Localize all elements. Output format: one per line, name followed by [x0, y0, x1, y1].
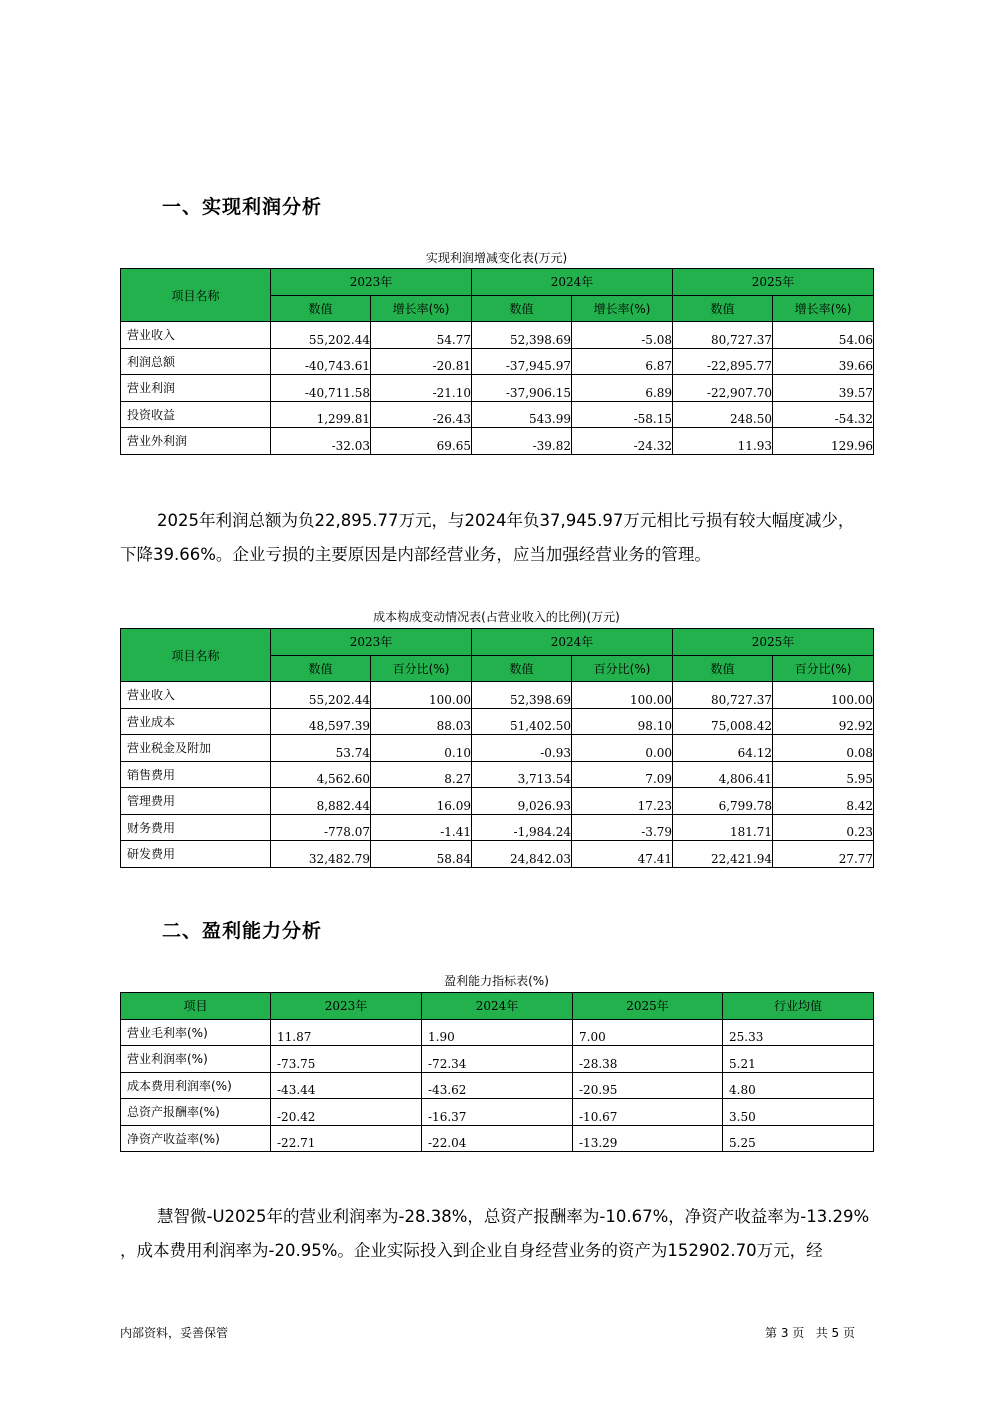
row-label: 研发费用 [121, 841, 271, 868]
table-cell: 92.92 [773, 708, 874, 735]
row-label: 财务费用 [121, 814, 271, 841]
table-cell: 39.66 [773, 348, 874, 375]
table-cell: 80,727.37 [673, 322, 773, 349]
profitability-analysis-paragraph [120, 1200, 880, 1268]
header-industry-average: 行业均值 [723, 993, 874, 1020]
header-value: 数值 [271, 295, 371, 322]
table-row [121, 1072, 874, 1099]
table-cell: 543.99 [472, 401, 572, 428]
cost-structure-table [120, 628, 874, 868]
table-cell: 52,398.69 [472, 682, 572, 709]
table-cell: 11.87 [271, 1019, 422, 1046]
table-cell: -43.44 [271, 1072, 422, 1099]
table-row [121, 322, 874, 349]
table-cell: -20.95 [573, 1072, 723, 1099]
table-cell: 25.33 [723, 1019, 874, 1046]
header-value: 数值 [472, 295, 572, 322]
table-cell: -40,743.61 [271, 348, 371, 375]
table-cell: 48,597.39 [271, 708, 371, 735]
row-label: 营业毛利率(%) [121, 1019, 271, 1046]
table-cell: -21.10 [371, 375, 472, 402]
table-cell: -37,906.15 [472, 375, 572, 402]
table-row [121, 841, 874, 868]
table-cell: 129.96 [773, 428, 874, 455]
table-cell: -73.75 [271, 1046, 422, 1073]
table-cell: 6,799.78 [673, 788, 773, 815]
paragraph-line: 2025年利润总额为负22,895.77万元，与2024年负37,945.97万元相比亏损有较大幅度减少， [157, 511, 855, 530]
table-cell: 248.50 [673, 401, 773, 428]
table-cell: 6.89 [572, 375, 673, 402]
table-cell: 5.21 [723, 1046, 874, 1073]
table-cell: -3.79 [572, 814, 673, 841]
header-growth-rate: 增长率(%) [371, 295, 472, 322]
table-cell: -20.81 [371, 348, 472, 375]
table-cell: -1,984.24 [472, 814, 572, 841]
table-cell: 9,026.93 [472, 788, 572, 815]
table-cell: -40,711.58 [271, 375, 371, 402]
table-cell: -22.71 [271, 1125, 422, 1152]
table-cell: 1,299.81 [271, 401, 371, 428]
table-cell: 32,482.79 [271, 841, 371, 868]
table-cell: -5.08 [572, 322, 673, 349]
row-label: 营业收入 [121, 322, 271, 349]
row-label: 成本费用利润率(%) [121, 1072, 271, 1099]
table-cell: 7.09 [572, 761, 673, 788]
table-cell: 3.50 [723, 1099, 874, 1126]
table-cell: -37,945.97 [472, 348, 572, 375]
header-value: 数值 [673, 655, 773, 682]
table-row [121, 788, 874, 815]
paragraph-line: ，成本费用利润率为-20.95%。企业实际投入到企业自身经营业务的资产为152902.70万元，经 [120, 1241, 823, 1260]
profit-analysis-paragraph [120, 504, 880, 572]
table-cell: 75,008.42 [673, 708, 773, 735]
table-cell: 4.80 [723, 1072, 874, 1099]
table-cell: -778.07 [271, 814, 371, 841]
row-label: 总资产报酬率(%) [121, 1099, 271, 1126]
table-cell: 17.23 [572, 788, 673, 815]
table-cell: 100.00 [371, 682, 472, 709]
table-cell: 54.77 [371, 322, 472, 349]
table-row [121, 428, 874, 455]
table-cell: 0.08 [773, 735, 874, 762]
table-caption-cost: 成本构成变动情况表(占营业收入的比例)(万元) [373, 610, 620, 624]
table-cell: -20.42 [271, 1099, 422, 1126]
header-year: 2023年 [271, 269, 472, 296]
row-label: 营业收入 [121, 682, 271, 709]
table-cell: 8.27 [371, 761, 472, 788]
paragraph-line: 下降39.66%。企业亏损的主要原因是内部经营业务，应当加强经营业务的管理。 [120, 545, 711, 564]
header-year: 2024年 [472, 269, 673, 296]
header-year: 2023年 [271, 629, 472, 656]
table-row [121, 1125, 874, 1152]
table-cell: 24,842.03 [472, 841, 572, 868]
section-title-profitability: 二、盈利能力分析 [162, 920, 323, 942]
table-row [121, 682, 874, 709]
table-cell: 98.10 [572, 708, 673, 735]
profit-change-table [120, 268, 874, 455]
table-row [121, 375, 874, 402]
table-row [121, 1046, 874, 1073]
table-row [121, 401, 874, 428]
header-percentage: 百分比(%) [572, 655, 673, 682]
table-cell: -22,907.70 [673, 375, 773, 402]
table-caption-profitability: 盈利能力指标表(%) [444, 974, 549, 988]
table-cell: 55,202.44 [271, 682, 371, 709]
header-growth-rate: 增长率(%) [773, 295, 874, 322]
table-caption-profit: 实现利润增减变化表(万元) [425, 251, 568, 265]
header-item-name: 项目名称 [121, 269, 271, 322]
table-cell: 53.74 [271, 735, 371, 762]
table-cell: 39.57 [773, 375, 874, 402]
table-cell: -1.41 [371, 814, 472, 841]
table-cell: -28.38 [573, 1046, 723, 1073]
table-cell: 100.00 [773, 682, 874, 709]
row-label: 销售费用 [121, 761, 271, 788]
table-cell: 3,713.54 [472, 761, 572, 788]
section-title-profit: 一、实现利润分析 [162, 196, 323, 218]
row-label: 营业成本 [121, 708, 271, 735]
table-cell: -32.03 [271, 428, 371, 455]
table-cell: 1.90 [422, 1019, 573, 1046]
table-cell: 88.03 [371, 708, 472, 735]
header-year: 2025年 [673, 269, 874, 296]
row-label: 营业税金及附加 [121, 735, 271, 762]
table-cell: 0.00 [572, 735, 673, 762]
profitability-indicators-table [120, 992, 874, 1152]
header-value: 数值 [673, 295, 773, 322]
header-year: 2025年 [573, 993, 723, 1020]
row-label: 利润总额 [121, 348, 271, 375]
table-row [121, 814, 874, 841]
table-cell: -24.32 [572, 428, 673, 455]
table-cell: 5.95 [773, 761, 874, 788]
table-cell: 64.12 [673, 735, 773, 762]
table-cell: -39.82 [472, 428, 572, 455]
table-cell: 8.42 [773, 788, 874, 815]
row-label: 营业利润 [121, 375, 271, 402]
row-label: 营业利润率(%) [121, 1046, 271, 1073]
header-year: 2024年 [422, 993, 573, 1020]
table-cell: -22,895.77 [673, 348, 773, 375]
row-label: 管理费用 [121, 788, 271, 815]
table-cell: 0.10 [371, 735, 472, 762]
table-cell: -22.04 [422, 1125, 573, 1152]
header-growth-rate: 增长率(%) [572, 295, 673, 322]
header-percentage: 百分比(%) [371, 655, 472, 682]
table-cell: -72.34 [422, 1046, 573, 1073]
table-cell: -10.67 [573, 1099, 723, 1126]
table-row [121, 708, 874, 735]
header-year: 2023年 [271, 993, 422, 1020]
header-value: 数值 [271, 655, 371, 682]
table-cell: 55,202.44 [271, 322, 371, 349]
row-label: 营业外利润 [121, 428, 271, 455]
header-year: 2024年 [472, 629, 673, 656]
table-cell: 52,398.69 [472, 322, 572, 349]
table-row [121, 1019, 874, 1046]
paragraph-line: 慧智微-U2025年的营业利润率为-28.38%，总资产报酬率为-10.67%，净资产收益率为-13.29% [157, 1207, 870, 1226]
table-row [121, 735, 874, 762]
table-cell: 80,727.37 [673, 682, 773, 709]
table-cell: 8,882.44 [271, 788, 371, 815]
table-cell: -0.93 [472, 735, 572, 762]
row-label: 净资产收益率(%) [121, 1125, 271, 1152]
table-cell: -16.37 [422, 1099, 573, 1126]
table-cell: 69.65 [371, 428, 472, 455]
table-cell: 51,402.50 [472, 708, 572, 735]
table-cell: 4,562.60 [271, 761, 371, 788]
table-cell: 16.09 [371, 788, 472, 815]
table-cell: 0.23 [773, 814, 874, 841]
table-cell: 22,421.94 [673, 841, 773, 868]
table-cell: 27.77 [773, 841, 874, 868]
table-cell: -13.29 [573, 1125, 723, 1152]
header-year: 2025年 [673, 629, 874, 656]
footer-confidential-note: 内部资料，妥善保管 [120, 1326, 229, 1340]
table-cell: 11.93 [673, 428, 773, 455]
table-cell: 100.00 [572, 682, 673, 709]
table-cell: -26.43 [371, 401, 472, 428]
table-cell: 58.84 [371, 841, 472, 868]
header-item-name: 项目名称 [121, 629, 271, 682]
table-cell: -43.62 [422, 1072, 573, 1099]
table-row [121, 348, 874, 375]
table-cell: 54.06 [773, 322, 874, 349]
table-cell: -54.32 [773, 401, 874, 428]
table-cell: 5.25 [723, 1125, 874, 1152]
table-row [121, 761, 874, 788]
table-cell: 4,806.41 [673, 761, 773, 788]
table-cell: 181.71 [673, 814, 773, 841]
table-cell: 6.87 [572, 348, 673, 375]
header-percentage: 百分比(%) [773, 655, 874, 682]
table-row [121, 1099, 874, 1126]
table-cell: -58.15 [572, 401, 673, 428]
footer-page-number: 第 3 页 共 5 页 [765, 1326, 855, 1340]
table-cell: 7.00 [573, 1019, 723, 1046]
table-cell: 47.41 [572, 841, 673, 868]
header-value: 数值 [472, 655, 572, 682]
header-item: 项目 [121, 993, 271, 1020]
row-label: 投资收益 [121, 401, 271, 428]
